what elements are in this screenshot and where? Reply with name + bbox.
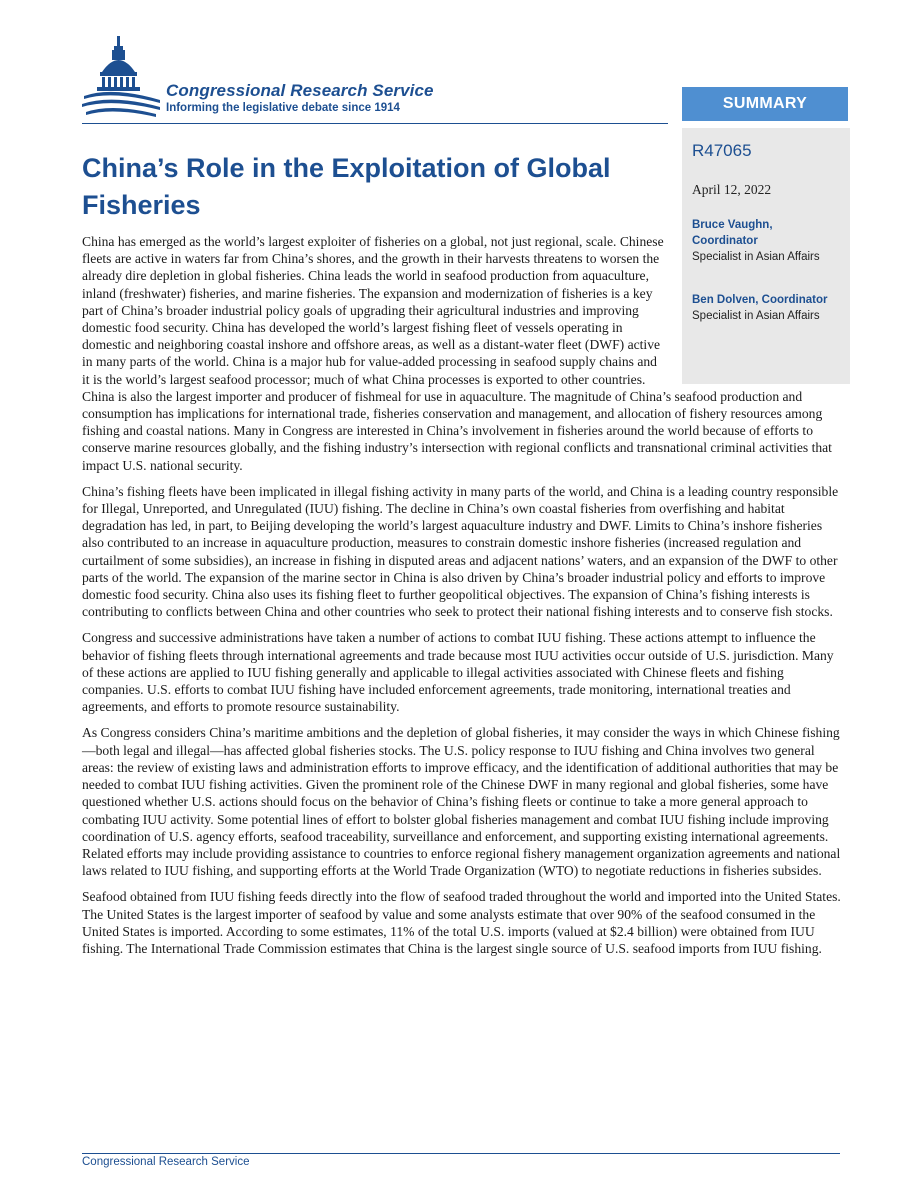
org-tagline: Informing the legislative debate since 1914 (166, 102, 400, 114)
author-2-role: Specialist in Asian Affairs (692, 310, 820, 322)
org-name: Congressional Research Service (166, 81, 434, 100)
footer-divider (82, 1153, 840, 1154)
summary-paragraph-1: China has emerged as the world’s largest exploiter of fisheries on a global, not just regional, scale. Chinese fleets are active in waters far from China’s shores, and the growth in their harvests threatens to worsen the already dire depletion in global fisheries. China leads the world in seafood production from aquaculture, inland (freshwater) fisheries, and marine fisheries. The expansion and modernization of fisheries is a key part of China’s broader industrial policy goals of upgrading their agricultural industries and improving domestic food security. China has developed the world’s largest fishing fleet of vessels operating in domestic and neighboring coastal inshore and offshore areas, as well as a distant-water fleet (DWF) active in many parts of the world. China is a major hub for value-added processing in seafood supply chains and it is the world’s largest seafood processor; much of what China processes is exported to other countries. China is also the largest importer and producer of fishmeal for use in aquaculture. The magnitude of China’s seafood production and consumption has implications for international trade, fisheries conservation and management, and allocation of fishery resources among fishing and coastal nations. Many in Congress are interested in China’s involvement in fisheries around the world because of efforts to conserve marine resources globally, and the fishing industry’s intersection with regional conflicts and transnational criminal activities that impact U.S. national security. (82, 234, 832, 473)
summary-paragraph-2: China’s fishing fleets have been implicated in illegal fishing activity in many parts of the world, and China is a leading country responsible for Illegal, Unreported, and Unregulated (IUU) fishing. The decline in China’s own coastal fisheries from overfishing and habitat degradation has led, in part, to Beijing developing the world’s largest aquaculture industry and DWF. Limits to China’s inshore fisheries also contributed to an increase in aquaculture production, measures to constrain domestic inshore fisheries (increased regulation and curtailment of some subsidies), an increase in fishing in disputed areas and adjacent nations’ waters, and an expansion of the DWF to other parts of the world. The expansion of the marine sector in China is also driven by China’s broader industrial policy and efforts to improve domestic food security. China also uses its fishing fleet to further geopolitical objectives. The expansion of China’s fishing interests is contributing to conflicts between China and other countries who seek to protect their national fishing interests and to conserve fish stocks. (82, 483, 839, 620)
document-title: China’s Role in the Exploitation of Global Fisheries (82, 153, 611, 220)
footer-org-name: Congressional Research Service (82, 1156, 250, 1168)
report-number: R47065 (692, 141, 752, 160)
summary-paragraph-4: As Congress considers China’s maritime ambitions and the depletion of global fisheries, it may consider the ways in which Chinese fishing—both legal and illegal—has affected global fisheries stocks. The U.S. policy response to IUU fishing and China involves two general areas: the review of existing laws and administration efforts to improve efficacy, and the identification of additional authorities that may be needed to combat IUU fishing activities. Given the prominent role of the Chinese DWF in many regional and global fisheries, some have questioned whether U.S. actions should focus on the behavior of China’s fishing fleets or continue to take a more general approach to combating IUU activity. Some potential lines of effort to bolster global fisheries management and combat IUU fishing include improving coordination of U.S. agency efforts, seafood traceability, surveillance and enforcement, and supporting existing international agreements. Related efforts may include providing assistance to countries to enforce regional fishery management organization agreements and national laws related to IUU fishing, and supporting efforts at the World Trade Organization (WTO) to negotiate reductions in fisheries subsides. (82, 725, 841, 879)
author-2-name: Ben Dolven, Coordinator (692, 294, 828, 306)
summary-body (82, 233, 842, 966)
summary-label: SUMMARY (682, 87, 848, 121)
report-date: April 12, 2022 (692, 182, 772, 197)
crs-logo (82, 34, 482, 124)
author-1-role: Specialist in Asian Affairs (692, 251, 820, 263)
capitol-dome-icon (82, 34, 162, 124)
sidebar-wrap-spacer (664, 233, 842, 385)
author-1-name-line1: Bruce Vaughn, (692, 219, 773, 231)
author-1-name-line2: Coordinator (692, 235, 758, 247)
summary-paragraph-5: Seafood obtained from IUU fishing feeds directly into the flow of seafood traded throughout the world and imported into the United States. The United States is the largest importer of seafood by value and some analysts estimate that over 90% of the seafood consumed in the United States is imported. According to some estimates, 11% of the total U.S. imports (valued at $2.4 billion) were obtained from IUU fishing. The International Trade Commission estimates that China is the largest single source of U.S. seafood imports from IUU fishing. (82, 889, 841, 956)
header-divider (82, 123, 668, 124)
summary-paragraph-3: Congress and successive administrations have taken a number of actions to combat IUU fishing. These actions attempt to influence the behavior of fishing fleets through international agreements and trade because most IUU activities occur outside of U.S. jurisdiction. Many of these actions are applied to IUU fishing generally and applicable to illegal activities associated with Chinese fleets and fishing companies. U.S. efforts to combat IUU fishing have included enforcement agreements, trade monitoring, international treaties and agreements, and efforts to promote resource sustainability. (82, 630, 834, 715)
